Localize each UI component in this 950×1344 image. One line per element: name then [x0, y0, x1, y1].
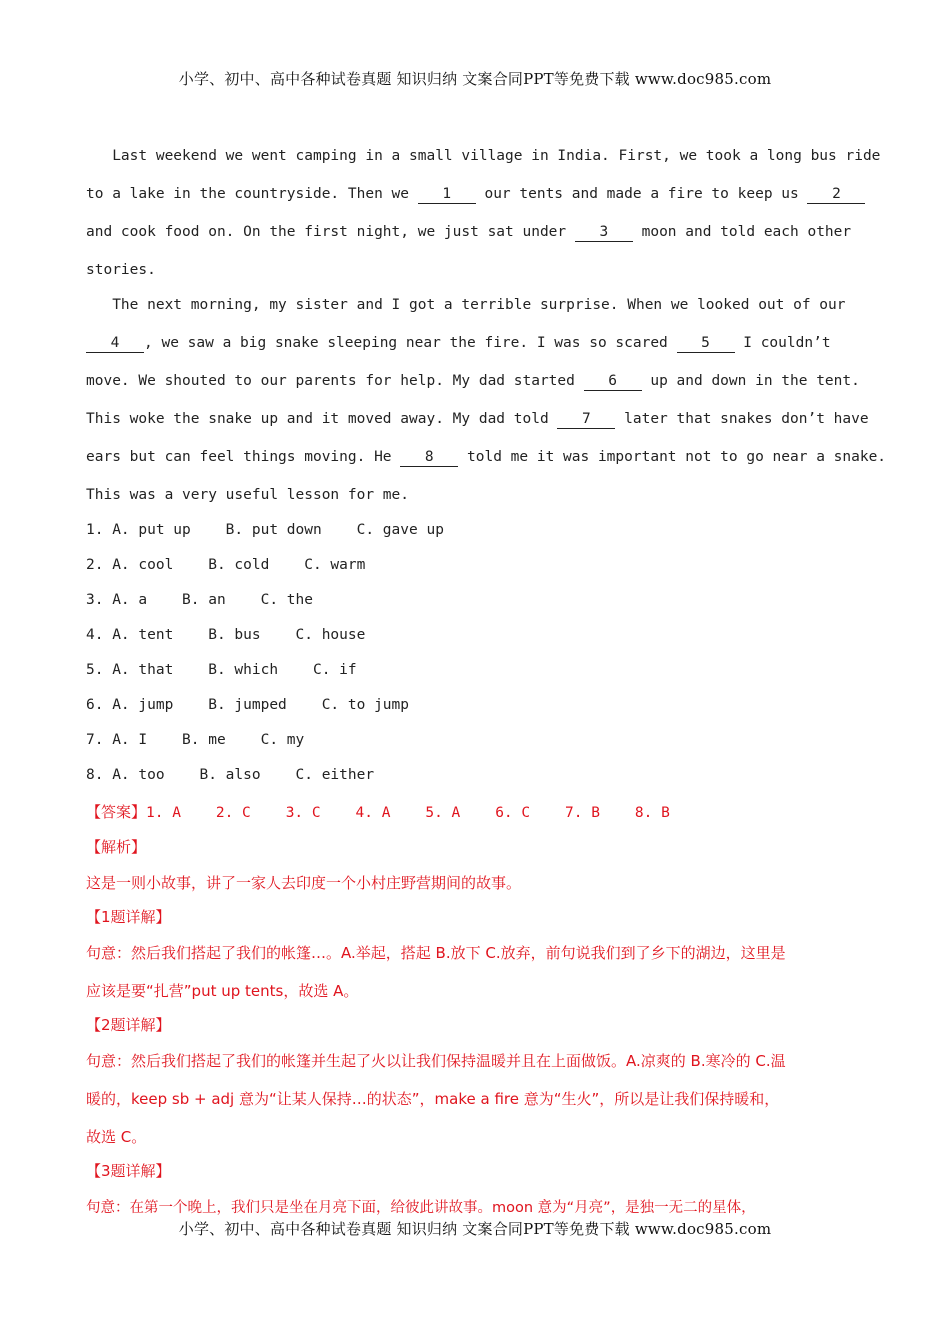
answer-line — [86, 801, 670, 822]
passage-text: This woke the snake up and it moved away. My dad told — [86, 411, 558, 427]
q2-detail-text: 故选 C。 — [86, 1128, 147, 1146]
passage-text: later that snakes don’t have — [615, 411, 869, 427]
blank-7: 7 — [557, 412, 615, 429]
passage-text: I couldn’t — [734, 335, 831, 351]
passage-text: our tents and made a fire to keep us — [475, 186, 808, 202]
passage-text: and cook food on. On the first night, we just sat under — [86, 224, 575, 240]
question-5-options: 5. A. that B. which C. if — [86, 662, 357, 678]
passage-text: The next morning, my sister and I got a terrible surprise. When we looked out of our — [86, 297, 846, 313]
page-footer: 小学、初中、高中各种试卷真题 知识归纳 文案合同PPT等免费下载 www.doc985.com — [178, 1220, 772, 1238]
question-2-options: 2. A. cool B. cold C. warm — [86, 557, 366, 573]
passage-text: move. We shouted to our parents for help. My dad started — [86, 373, 584, 389]
passage-line — [86, 186, 865, 204]
blank-5: 5 — [677, 336, 735, 353]
passage-text: told me it was important not to go near a snake. — [458, 449, 887, 465]
passage-line — [86, 449, 886, 467]
question-1-options: 1. A. put up B. put down C. gave up — [86, 522, 444, 538]
passage-text: to a lake in the countryside. Then we — [86, 186, 418, 202]
passage-line — [86, 411, 869, 429]
q2-detail-text: 句意：然后我们搭起了我们的帐篷并生起了火以让我们保持温暖并且在上面做饭。A.凉爽的 B.寒冷的 C.温 — [86, 1052, 786, 1070]
blank-1: 1 — [418, 187, 476, 204]
question-7-options: 7. A. I B. me C. my — [86, 732, 305, 748]
q2-detail-label: 【2题详解】 — [86, 1016, 171, 1034]
passage-line — [86, 224, 851, 242]
passage-text: This was a very useful lesson for me. — [86, 487, 410, 503]
passage-text: stories. — [86, 262, 156, 278]
passage-text: Last weekend we went camping in a small village in India. First, we took a long bus ride — [86, 148, 881, 164]
q3-detail-text: 句意：在第一个晚上，我们只是坐在月亮下面，给彼此讲故事。moon 意为“月亮”，是独一无二的星体， — [86, 1200, 756, 1216]
passage-text: , we saw a big snake sleeping near the fire. I was so scared — [144, 335, 677, 351]
q2-detail-text: 暖的，keep sb + adj 意为“让某人保持…的状态”，make a fire 意为“生火”，所以是让我们保持暖和， — [86, 1090, 780, 1108]
blank-2: 2 — [807, 187, 865, 204]
blank-3: 3 — [575, 225, 633, 242]
blank-4: 4 — [86, 336, 144, 353]
answer-label: 【答案】 — [86, 803, 147, 821]
passage-text: up and down in the tent. — [641, 373, 860, 389]
passage-text: moon and told each other — [632, 224, 852, 240]
passage-line — [86, 148, 880, 164]
blank-8: 8 — [400, 450, 458, 467]
question-4-options: 4. A. tent B. bus C. house — [86, 627, 366, 643]
analysis-summary: 这是一则小故事，讲了一家人去印度一个小村庄野营期间的故事。 — [86, 874, 522, 892]
answer-text: 1. A 2. C 3. C 4. A 5. A 6. C 7. B 8. B — [146, 805, 670, 821]
q1-detail-text: 应该是要“扎营”put up tents，故选 A。 — [86, 982, 359, 1000]
passage-line — [86, 297, 846, 313]
passage-line — [86, 373, 860, 391]
q3-detail-label: 【3题详解】 — [86, 1162, 171, 1180]
question-6-options: 6. A. jump B. jumped C. to jump — [86, 697, 410, 713]
q1-detail-text: 句意：然后我们搭起了我们的帐篷…。A.举起，搭起 B.放下 C.放弃，前句说我们到了乡下的湖边，这里是 — [86, 944, 786, 962]
passage-line — [86, 335, 831, 353]
analysis-label: 【解析】 — [86, 838, 147, 856]
page-header: 小学、初中、高中各种试卷真题 知识归纳 文案合同PPT等免费下载 www.doc985.com — [178, 70, 772, 88]
q1-detail-label: 【1题详解】 — [86, 908, 171, 926]
question-3-options: 3. A. a B. an C. the — [86, 592, 313, 608]
blank-6: 6 — [584, 374, 642, 391]
passage-line — [86, 262, 156, 278]
passage-line — [86, 487, 409, 503]
question-8-options: 8. A. too B. also C. either — [86, 767, 375, 783]
passage-text: ears but can feel things moving. He — [86, 449, 401, 465]
